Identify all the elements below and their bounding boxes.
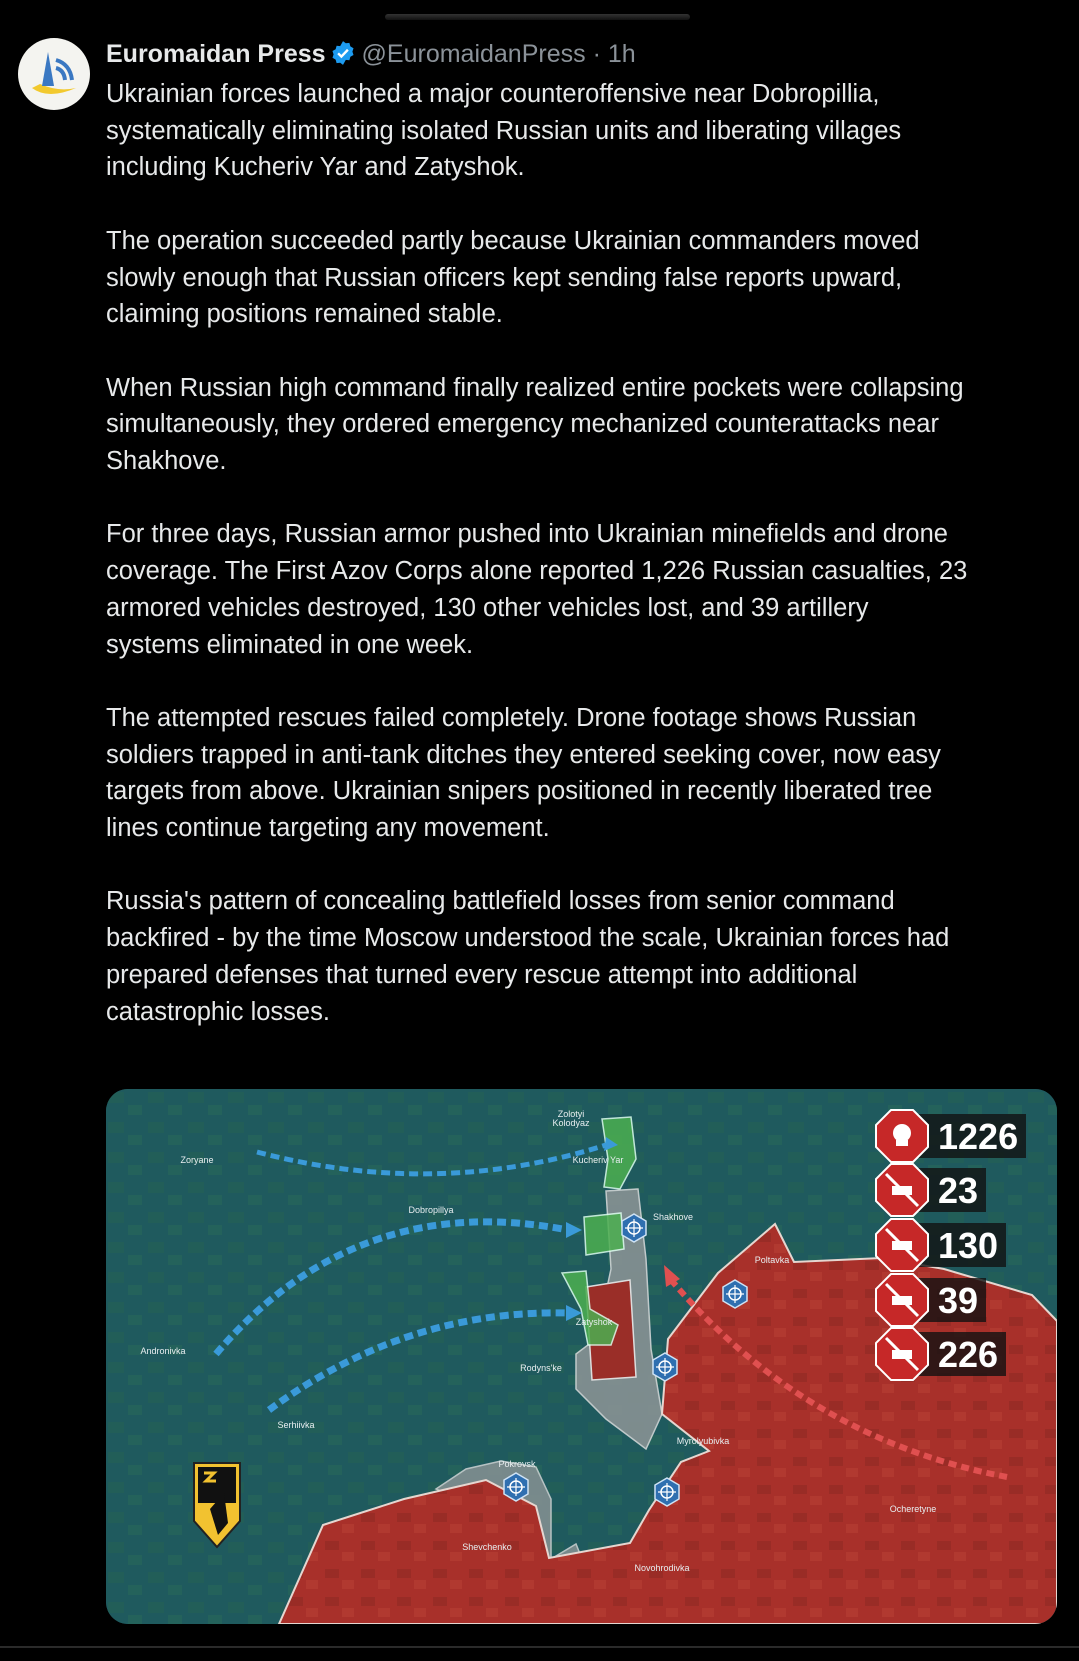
- tweet-text-line: soldiers trapped in anti-tank ditches they entered seeking cover, now easy: [106, 740, 941, 769]
- stat-value: 39: [938, 1280, 979, 1321]
- avatar[interactable]: [18, 38, 90, 110]
- tweet-text-line: systematically eliminating isolated Russian units and liberating villages: [106, 116, 902, 145]
- tweet-text-line: The attempted rescues failed completely. Drone footage shows Russian: [106, 703, 917, 732]
- tweet-text-line: simultaneously, they ordered emergency mechanized counterattacks near: [106, 410, 939, 439]
- map-place-label: Poltavka: [754, 1255, 790, 1265]
- loss-stat: [876, 1110, 1026, 1162]
- target-marker-icon: [622, 1214, 646, 1242]
- tweet-paragraph: [106, 883, 1066, 1030]
- map-place-label: Rodyns'ke: [520, 1363, 562, 1373]
- euromaidan-logo-icon: [18, 38, 90, 110]
- tweet-text-line: systems eliminated in one week.: [106, 630, 474, 659]
- motorcycle-icon: [876, 1219, 928, 1271]
- tweet-paragraph: [106, 370, 1066, 480]
- tweet-text-line: lines continue targeting any movement.: [106, 814, 550, 842]
- map-place-label: Dobropillya: [408, 1205, 454, 1215]
- target-marker-icon: [723, 1280, 747, 1308]
- map-place-label: Shevchenko: [462, 1542, 512, 1552]
- artillery-icon: [876, 1274, 928, 1326]
- drone-icon: [876, 1328, 928, 1380]
- stat-value: 23: [938, 1170, 979, 1211]
- tweet-paragraph: [106, 700, 1066, 847]
- target-marker-icon: [653, 1353, 677, 1381]
- divider: [0, 1646, 1079, 1648]
- stat-value: 1226: [938, 1116, 1019, 1157]
- handle[interactable]: @EuromaidanPress: [361, 40, 586, 68]
- map-place-label: Zolotyi: [557, 1109, 585, 1119]
- map-place-label: Kucheriv Yar: [572, 1155, 624, 1165]
- tweet-text-line: slowly enough that Russian officers kept sending false reports upward,: [106, 263, 903, 292]
- loss-stat: [876, 1328, 1006, 1380]
- liberated-area-shakhove: [584, 1213, 624, 1255]
- tweet-paragraph: [106, 516, 1066, 663]
- map-place-label: Zoryane: [180, 1155, 214, 1165]
- map-place-label: Andronivka: [140, 1346, 186, 1356]
- loss-stat: [876, 1219, 1006, 1271]
- map-place-label: Shakhove: [652, 1212, 694, 1222]
- stat-value: 130: [938, 1225, 999, 1266]
- verified-badge-icon: [330, 40, 356, 74]
- tweet-header: [106, 38, 636, 74]
- map-place-label: Zatyshok: [575, 1317, 613, 1327]
- separator: ·: [592, 40, 601, 68]
- tweet-text-line: catastrophic losses.: [106, 997, 330, 1026]
- map-place-label: Pokrovsk: [498, 1459, 536, 1469]
- tweet-text-line: armored vehicles destroyed, 130 other vehicles lost, and 39 artillery: [106, 593, 869, 622]
- tweet-text-line: targets from above. Ukrainian snipers positioned in recently liberated tree: [106, 777, 933, 806]
- armored-vehicle-icon: [876, 1164, 928, 1216]
- map-place-label: Kolodyaz: [552, 1118, 590, 1128]
- drag-handle: [385, 14, 690, 20]
- loss-stat: [876, 1274, 986, 1326]
- tweet-text: [106, 76, 1066, 1067]
- tweet-text-line: coverage. The First Azov Corps alone reported 1,226 Russian casualties, 23: [106, 557, 968, 586]
- tweet-paragraph: [106, 223, 1066, 333]
- map-place-label: Ocheretyne: [889, 1504, 937, 1514]
- tweet-text-line: For three days, Russian armor pushed into Ukrainian minefields and drone: [106, 520, 948, 549]
- tweet-text-line: claiming positions remained stable.: [106, 300, 503, 329]
- map-place-label: Myrolyubivka: [676, 1436, 730, 1446]
- tweet-text-line: The operation succeeded partly because Ukrainian commanders moved: [106, 226, 920, 255]
- map-place-label: Novohrodivka: [634, 1563, 690, 1573]
- tweet-text-line: Russia's pattern of concealing battlefield losses from senior command: [106, 887, 895, 916]
- map-place-label: Serhiivka: [277, 1420, 315, 1430]
- tweet-text-line: Shakhove.: [106, 447, 227, 475]
- timestamp[interactable]: 1h: [607, 40, 636, 68]
- target-marker-icon: [504, 1473, 528, 1501]
- skull-icon: [876, 1110, 928, 1162]
- tweet-text-line: Ukrainian forces launched a major counteroffensive near Dobropillia,: [106, 80, 880, 108]
- tweet-image-map[interactable]: [106, 1089, 1057, 1624]
- tweet-paragraph: [106, 76, 1066, 186]
- tweet-text-line: prepared defenses that turned every rescue attempt into additional: [106, 960, 858, 989]
- loss-stat: [876, 1164, 986, 1216]
- tweet-text-line: backfired - by the time Moscow understood the scale, Ukrainian forces had: [106, 924, 950, 953]
- tweet-text-line: including Kucheriv Yar and Zatyshok.: [106, 153, 525, 182]
- display-name[interactable]: Euromaidan Press: [106, 40, 326, 68]
- stat-value: 226: [938, 1334, 999, 1375]
- tweet-text-line: When Russian high command finally realized entire pockets were collapsing: [106, 373, 964, 402]
- target-marker-icon: [655, 1478, 679, 1506]
